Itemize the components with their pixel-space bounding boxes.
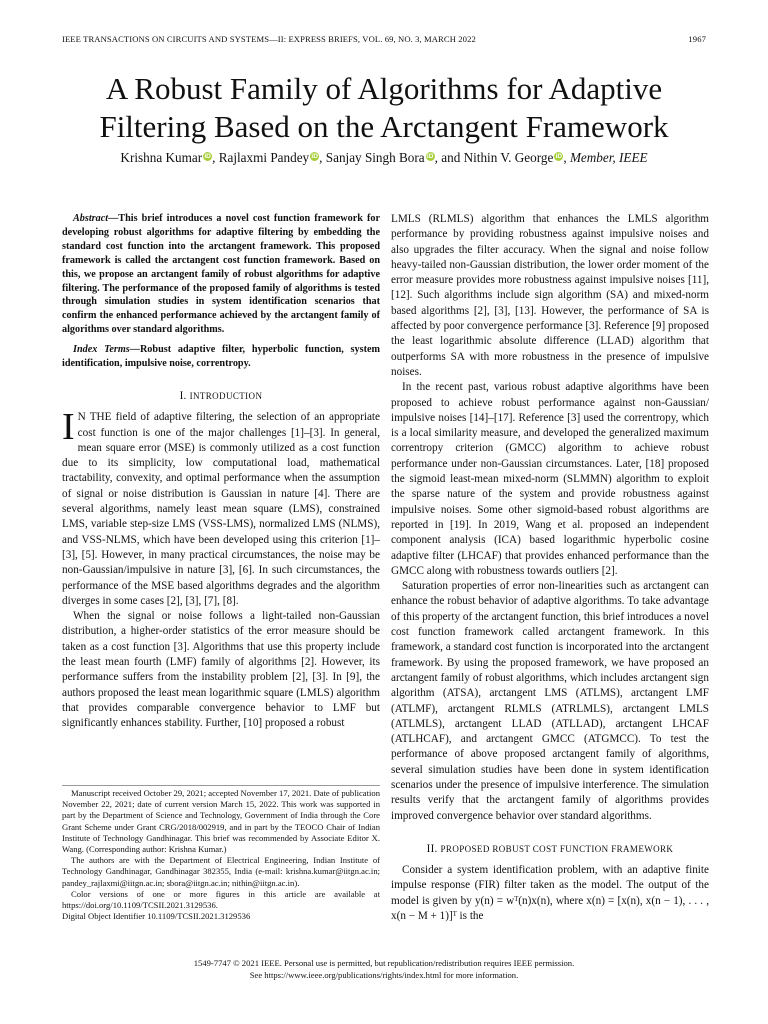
right-paragraph-3: Consider a system identification problem, with an adaptive finite impulse response (FIR) filter taken as the model. The output of the model is given by y(n) = wᵀ(n)x(n), where x(n) = [x(n), x(n − 1), . . . , x(n − M + 1)]ᵀ is the	[391, 864, 709, 923]
section-number: I.	[179, 389, 187, 402]
author-membership: Member, IEEE	[569, 150, 648, 165]
author-name: Rajlaxmi Pandey	[218, 150, 310, 165]
section-heading-introduction	[62, 389, 380, 404]
footnote-doi: Digital Object Identifier 10.1109/TCSII.2021.3129536	[62, 911, 251, 922]
copyright-notice	[62, 958, 706, 981]
author-name: and Nithin V. George	[441, 150, 554, 165]
intro-p1-text: N THE field of adaptive filtering, the selection of an appropriate cost function is one of the major challenges [1]–[3]. In general, mean square error (MSE) is commonly utilized as a cost function due to its simplicity, low computational load, mathematical tractability, convexity, and optimal performance when the assumption of signal or noise distribution is Gaussian in nature [4]. There are several algorithms, namely least mean square (LMS), constrained LMS, variable step-size LMS (VSS-LMS), normalized LMS (NLMS), and VSS-NLMS, which have been developed using this criterion [1]–[3], [5]. However, in many practical circumstances, the noise may be non-Gaussian/impulsive in nature [3], [6]. In such circumstances, the performance of the MSE based algorithms degrades and the algorithm diverges in some cases [2], [3], [7], [8].	[62, 411, 380, 607]
orcid-icon[interactable]: iD	[204, 153, 211, 160]
page-number: 1967	[688, 34, 706, 44]
right-column	[391, 212, 709, 924]
author-name: Sanjay Singh Bora	[325, 150, 425, 165]
footnote-affiliation: The authors are with the Department of Electrical Engineering, Indian Institute of Technology Gandhinagar, Gandhinagar 382355, India (e-mail: krishna.kumar@iitgn.ac.in; pandey_rajlaxmi@iitgn.ac.in; sbora@iitgn.ac.in; nithin@iitgn.ac.in).	[62, 855, 380, 888]
right-paragraph-1: In the recent past, various robust adaptive algorithms have been proposed to achieve robust performance against non-Gaussian/ impulsive noises [14]–[17]. Reference [3] used the correntropy, which is a local similarity measure, and developed the generalized maximum correntropy criterion (GMCC) algorithm to achieve robust performance under non-Gaussian circumstances. Later, [18] proposed the sigmoid least-mean mixed-norm (SLMMN) algorithm to exploit the sparse nature of the system and provide robustness against impulsive noises. Some other sigmoid-based robust algorithms are reported in [19]. In 2019, Wang et al. proposed an independent component analysis (ICA) based logarithmic hyperbolic cosine adaptive filter (LHCAF) that provides enhanced performance than the GMCC along with robustness towards outliers [2].	[391, 381, 709, 577]
title-line-1: A Robust Family of Algorithms for Adaptive	[105, 71, 663, 106]
footnote-color: Color versions of one or more figures in this article are available at https://doi.org/10.1109/TCSII.2021.3129536.	[62, 888, 380, 911]
abstract-text: —This brief introduces a novel cost function framework for developing robust algorithms for adaptive filtering by embedding the standard cost function into the arctangent framework. This proposed framework is called the arctangent cost function framework. Based on this, we propose an arctangent family of robust algorithms for adaptive filtering. The performance of the proposed family of algorithms is tested through simulation studies in system identification scenarios that confirm the enhanced performance achieved by the arctangent family of algorithms over standard algorithms.	[62, 213, 380, 336]
intro-paragraph-2: When the signal or noise follows a light-tailed non-Gaussian distribution, a higher-order statistics of the error measure should be taken as a cost function [3]. Algorithms that use this property include the least mean fourth (LMF) family of algorithms [2]. However, its performance suffers from the instability problem [2], [3]. In [9], the authors proposed the least mean logarithmic square (LMLS) algorithm that provides comparable convergence behavior to LMF but significantly enhances stability. Further, [10] proposed a robust	[62, 610, 380, 730]
paper-title	[40, 70, 728, 146]
left-column	[62, 212, 380, 732]
first-page-footnote	[62, 785, 380, 922]
author-name: Krishna Kumar	[120, 150, 203, 165]
journal-name: IEEE TRANSACTIONS ON CIRCUITS AND SYSTEMS—II: EXPRESS BRIEFS, VOL. 69, NO. 3, MARCH 2022	[62, 34, 476, 44]
index-terms-label: Index Terms	[73, 344, 130, 356]
section-number: II.	[426, 842, 438, 855]
author-list: Krishna Kumar iD, Rajlaxmi Pandey iD, Sanjay Singh Bora iD, and Nithin V. George iD, Member, IEEE	[120, 150, 648, 165]
abstract	[62, 212, 380, 337]
title-line-2: Filtering Based on the Arctangent Framework	[99, 109, 669, 144]
right-paragraph-continued: LMLS (RLMLS) algorithm that enhances the LMLS algorithm performance by providing robustness against impulsive noises and also upgrades the filter accuracy. When the signal and noise follow heavy-tailed non-Gaussian distribution, the lower order moment of the error measure provides more robustness against impulsive noises [11], [12]. Such algorithms include sign algorithm (SA) and mixed-norm based algorithms [2], [3], [13]. However, the performance of SA is affected by poor convergence performance [3]. Reference [9] proposed the least logarithmic absolute difference (LLAD) algorithm that outperforms SA with more robustness in the presence of impulsive noises.	[391, 213, 709, 378]
orcid-icon[interactable]: iD	[426, 153, 434, 160]
footnote-manuscript: Manuscript received October 29, 2021; accepted November 17, 2021. Date of publication November 22, 2021; date of current version March 15, 2022. This work was supported in part by the Department of Science and Technology, Government of India through the Core Grant Scheme under Grant CRG/2018/002919, and in part by the TEOCO Chair of Indian Institute of Technology Gandhinagar. This brief was recommended by Associate Editor X. Wang. (Corresponding author: Krishna Kumar.)	[62, 788, 380, 855]
abstract-label: Abstract	[73, 213, 109, 224]
drop-cap: I	[62, 406, 75, 449]
index-terms-text: —Robust adaptive filter, hyperbolic function, system identification, impulsive noise, correntropy.	[62, 344, 380, 370]
section-title: PROPOSED ROBUST COST FUNCTION FRAMEWORK	[440, 843, 674, 854]
orcid-icon[interactable]: iD	[555, 153, 563, 160]
orcid-icon[interactable]: iD	[311, 153, 318, 160]
intro-paragraph-1	[62, 406, 380, 609]
section-title: INTRODUCTION	[189, 390, 263, 401]
index-terms	[62, 343, 380, 371]
section-heading-framework	[391, 842, 709, 857]
copyright-line-1: 1549-7747 © 2021 IEEE. Personal use is permitted, but republication/redistribution requires IEEE permission.	[193, 958, 575, 968]
copyright-line-2: See https://www.ieee.org/publications/rights/index.html for more information.	[249, 969, 519, 980]
right-paragraph-2: Saturation properties of error non-linearities such as arctangent can enhance the robust behavior of adaptive algorithms. To take advantage of this property of the arctangent function, this brief introduces a novel cost function framework called arctangent framework. In this framework, a standard cost function is incorporated into the arctangent framework. By using the proposed framework, we have proposed an arctangent family of robust algorithms, which includes arctangent sign algorithm (ATSA), arctangent LMS (ATLMS), arctangent LMF (ATLMF), arctangent RLMLS (ATRLMLS), arctangent LMLS (ATLMLS), arctangent LLAD (ATLLAD), arctangent LHCAF (ATLHCAF), and arctangent GMCC (ATGMCC). To test the performance of above proposed arctangent family of algorithms, several simulation studies have been done in system identification scenarios under the presence of impulsive interference. The simulation results verify that the arctangent family of algorithms provides improved convergence behavior over standard algorithms.	[391, 580, 709, 822]
